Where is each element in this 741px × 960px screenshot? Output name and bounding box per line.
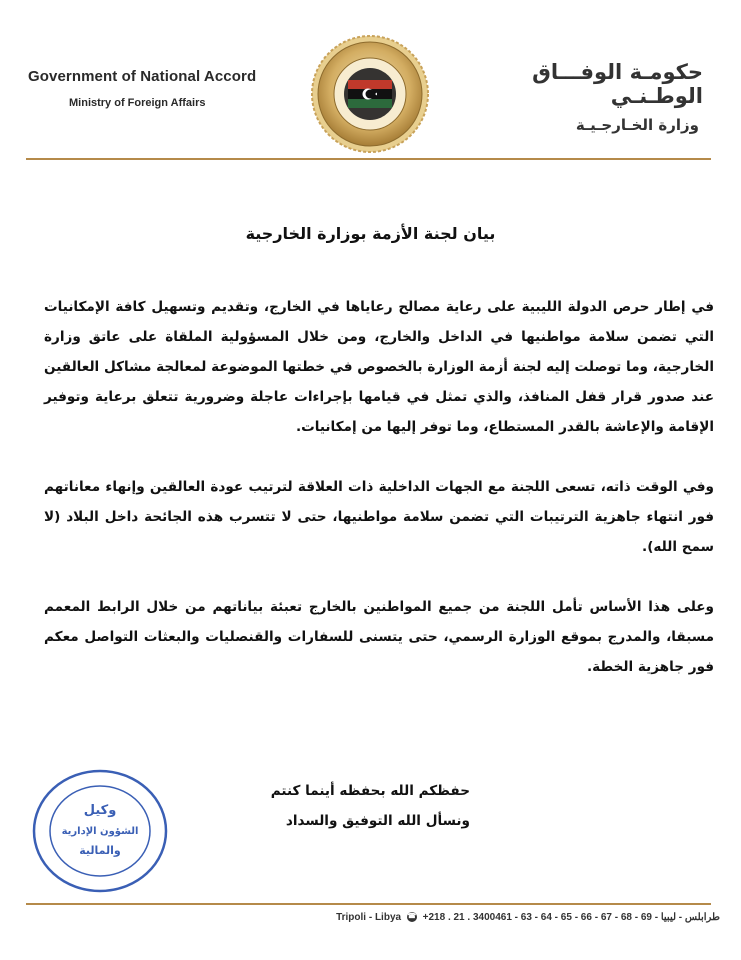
phone-icon: ☎ [407,913,417,921]
document-body [44,292,714,712]
footer-city-english: Tripoli - Libya [336,912,402,923]
official-stamp-icon [28,766,172,896]
letterhead [0,0,741,160]
paragraph-3: وعلى هذا الأساس تأمل اللجنة من جميع المواطنين بالخارج تعبئة بياناتهم من خلال الرابط المعمم مسبقا، والمدرج بموقع الوزارة الرسمي، حتى يتسنى للسفارات والقنصليات والبعثات التواصل معكم فور جاهزية الخطة. [44,599,714,675]
letterhead-arabic [443,60,703,134]
letterhead-english [28,68,288,109]
paragraph-2: وفي الوقت ذاته، تسعى اللجنة مع الجهات الداخلية ذات العلاقة لترتيب عودة العالقين وإنهاء معاناتهم فور انتهاء جاهزية الترتيبات التي تضمن سلامة مواطنيها، حتى لا تتسرب هذه الجائحة داخل البلاد (لا سمح الله). [44,479,714,555]
document-title: بيان لجنة الأزمة بوزارة الخارجية [245,224,496,243]
stamp-line-1: وكيل [83,803,117,818]
closing-line-1: حفظكم الله بحفظه أينما كنتم [270,783,470,799]
closing-block [250,776,474,836]
ministry-name-english: Ministry of Foreign Affairs [69,97,206,109]
footer-phone: +218 . 21 . 3400461 - 63 - 64 - 65 - 66 - 67 - 68 - 69 - [422,912,659,923]
footer-city-arabic: طرابلس - ليبيا [660,912,720,923]
paragraph-1: في إطار حرص الدولة الليبية على رعاية مصالح رعاياها في الخارج، وتقديم وتسهيل كافة الإمكانيات التي تضمن سلامة مواطنيها في الداخل والخارج، ومن خلال المسؤولية الملقاة على عاتق وزارة الخارجية، وما توصلت إليه لجنة أزمة الوزارة بالخصوص في خطتها الموضوعة لمعالجة مشاكل العالقين عند صدور قرار قفل المنافذ، والذي تمثل في قيامها بإجراءات عاجلة وضرورية تتعلق برعاية وتوفير الإقامة والإعاشة بالقدر المستطاع، وما توفر إليها من إمكانيات. [44,299,714,435]
stamp-line-3: والمالية [79,844,121,857]
ministry-name-arabic: وزارة الخـارجـيـة [575,116,699,134]
closing-line-2: ونسأل الله التوفيق والسداد [285,813,470,829]
gov-name-arabic: حكومـة الوفـــاق الوطـنـي [532,60,703,108]
government-seal-icon [302,34,438,154]
footer-contact [60,912,720,923]
stamp-line-2: الشؤون الإدارية [61,826,139,837]
gov-name-english: Government of National Accord [28,68,257,85]
header-divider [26,158,711,160]
footer-divider [26,903,711,905]
